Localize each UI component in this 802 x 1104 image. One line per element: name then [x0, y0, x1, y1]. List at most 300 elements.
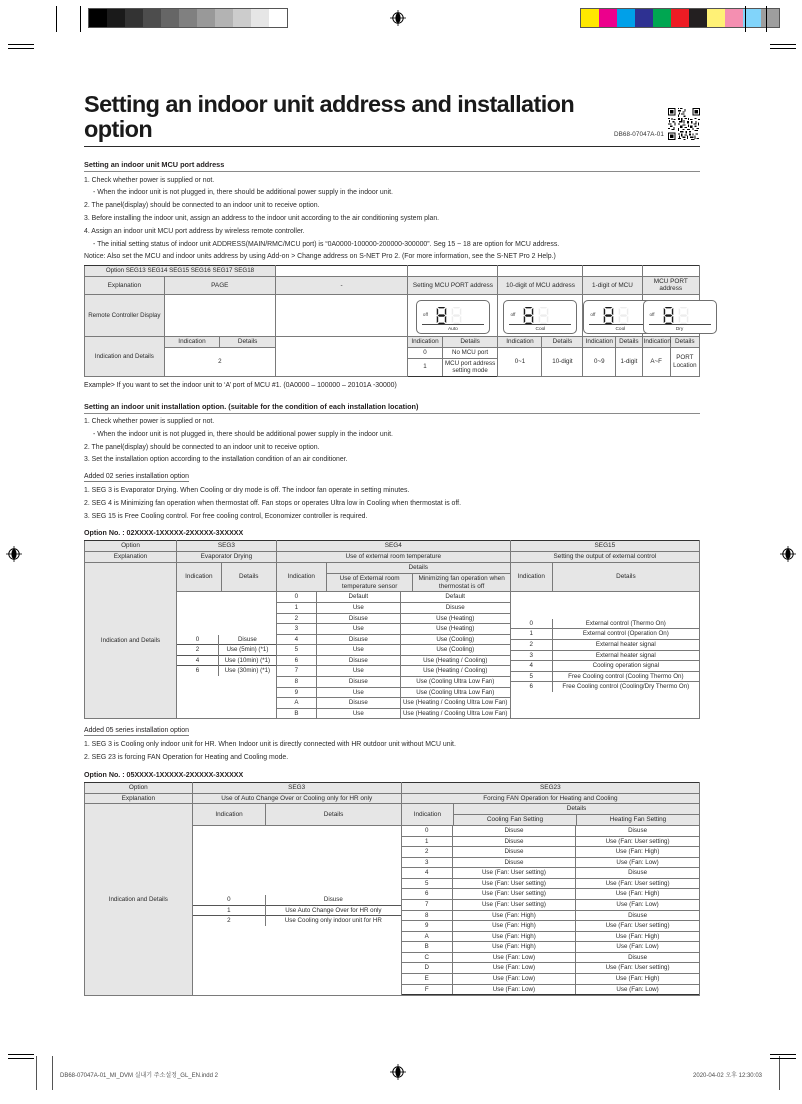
table3-seg23-heating: Use (Fan: High): [576, 889, 699, 900]
table2-details-group-row: [85, 563, 700, 574]
table3-seg3-indication: 2: [193, 916, 266, 926]
table2-seg15-row: [511, 671, 699, 682]
table1-exp-1digit: 1-digit of MCU: [583, 276, 642, 295]
table1-sub-ind-2: Indication: [408, 337, 442, 347]
table2-seg4-indication: 6: [277, 655, 317, 666]
table1-option-row: [85, 266, 700, 277]
table2-seg4-row: [277, 666, 510, 677]
table2-seg15-indication: 2: [511, 640, 552, 651]
table3-seg23-row: [402, 857, 699, 868]
table2-seg4-fan: Use (Cooling): [400, 634, 509, 645]
section1-line: 1. Check whether power is supplied or not.: [84, 176, 215, 184]
table2-seg4-sensor: Use: [316, 624, 400, 635]
table3-seg23-heating: Disuse: [576, 952, 699, 963]
seven-segment-digits: [662, 306, 690, 325]
table1-sub-ind-5: Indication: [642, 337, 670, 348]
table2-seg15-indication: 3: [511, 650, 552, 661]
table1-rowhead-explanation: Explanation: [85, 276, 165, 295]
section3-added-line: 2. SEG 23 is forcing FAN Operation for Heating and Cooling mode.: [84, 754, 289, 762]
table1-dash-cell: [275, 337, 407, 377]
table2-seg4-sensor: Use: [316, 603, 400, 614]
table2-body-row: [85, 592, 700, 719]
table3-seg23-indication: 0: [425, 827, 429, 835]
table3-seg23-heating: Use (Fan: Low): [576, 900, 699, 911]
table3-seg23-indication: 1: [402, 836, 453, 847]
table3-seg23-heating: Use (Fan: User setting): [576, 921, 699, 932]
table2-seg15-exp: Setting the output of external control: [510, 552, 699, 563]
table3-seg23-cooling: Use (Fan: High): [452, 942, 575, 953]
section2-added-line: 2. SEG 4 is Minimizing fan operation when thermostat off. Fan stops or operates Ultra low in Cooling when thermostat is off.: [84, 499, 461, 507]
table2-label-explanation: Explanation: [85, 552, 177, 563]
table1-option-blank1: [275, 266, 407, 277]
table3-seg23-heating: Use (Fan: High): [576, 847, 699, 858]
table2-seg4-indication: 5: [277, 645, 317, 656]
table2-seg15-details: External heater signal: [552, 650, 699, 661]
table3-seg23-row: [402, 868, 699, 879]
table2-seg4-indication: 8: [277, 676, 317, 687]
table2-seg4-indication: 7: [277, 666, 317, 677]
table3-seg23-heating: Disuse: [576, 910, 699, 921]
table3-seg3-details: Use Cooling only indoor unit for HR: [265, 916, 400, 926]
table2-seg4-sensor: Disuse: [316, 655, 400, 666]
mode-label: Dry: [675, 327, 684, 333]
series02-option-table: [84, 540, 700, 719]
section2-heading: Setting an indoor unit installation option. (suitable for the condition of each installation location): [84, 402, 700, 414]
table3-seg23-indication: 8: [402, 910, 453, 921]
table3-seg23-indication: B: [402, 942, 453, 953]
off-indicator-label: off: [510, 312, 516, 318]
table2-seg3-body: [176, 592, 276, 719]
table3-seg23-indication: D: [402, 963, 453, 974]
table3-seg23-row: [402, 984, 699, 995]
table1-display-1digit: [583, 295, 642, 337]
table3-seg3-details: Use Auto Change Over for HR only: [265, 905, 400, 916]
table3-explanation-row: [85, 793, 700, 804]
table2-seg15-ind-head: Indication: [510, 563, 552, 592]
section1-heading: Setting an indoor unit MCU port address: [84, 160, 700, 172]
off-indicator-label: off: [649, 312, 655, 318]
seven-segment-digits: [435, 306, 463, 325]
section2-added-line: 3. SEG 15 is Free Cooling control. For free cooling control, Economizer controller is required.: [84, 512, 368, 520]
table3-seg23-indication: 5: [402, 878, 453, 889]
table2-option-row: [85, 541, 700, 552]
section2-added-body: [84, 487, 700, 521]
table2-seg4-fan: Use (Heating): [400, 624, 509, 635]
series05-option-table: [84, 782, 700, 996]
table1-port-det: PORT Location: [670, 348, 699, 377]
table3-seg23-heating: Use (Fan: User setting): [576, 836, 699, 847]
table3-seg23-indication: E: [402, 973, 453, 984]
table1-tens-ind: 0~1: [498, 348, 542, 377]
table3-seg23-row: [402, 973, 699, 984]
table2-seg4-indication: A: [277, 698, 317, 709]
table2-seg4-details-group: Details: [326, 563, 510, 574]
table1-option-blank3: [498, 266, 583, 277]
table3-seg3-details: Disuse: [265, 895, 400, 905]
table3-seg23-indication: 4: [402, 868, 453, 879]
table3-seg23-heating: Disuse: [576, 826, 699, 836]
table2-seg3-indication: 2: [177, 645, 219, 656]
table3-seg23-cooling: Use (Fan: Low): [452, 963, 575, 974]
table3-seg3-head: SEG3: [192, 782, 401, 793]
table1-option-blank5: [642, 266, 699, 277]
table1-sub-det-1: Details: [220, 337, 276, 348]
table1-display-page: [164, 295, 275, 337]
table3-rowhead-indication: Indication and Details: [85, 804, 193, 996]
off-indicator-label: off: [590, 312, 596, 318]
registration-target-icon-bottom: [390, 1064, 406, 1080]
table1-explanation-row: [85, 276, 700, 295]
table1-mcu-row-0: [408, 348, 498, 359]
crop-tick-bottom-right-2: [770, 1054, 796, 1055]
table2-seg15-indication: 1: [511, 629, 552, 640]
section1-body: [84, 177, 700, 263]
table2-seg4-row: [277, 676, 510, 687]
table1-mcu-det-0: No MCU port: [452, 349, 489, 357]
table1-port-ind: A~F: [642, 348, 670, 377]
table2-seg15-indication: 6: [511, 682, 552, 692]
table2-seg15-body: [510, 592, 699, 719]
table2-seg3-head: SEG3: [176, 541, 276, 552]
table1-exp-port: MCU PORT address: [642, 276, 699, 295]
section2-line: - When the indoor unit is not plugged in, there should be additional power supply in the indoor unit.: [93, 430, 393, 438]
mode-label: Cool: [535, 327, 546, 333]
table2-seg15-row: [511, 682, 699, 692]
table3-label-explanation: Explanation: [85, 793, 193, 804]
table3-seg23-cooling: Use (Fan: Low): [452, 973, 575, 984]
table1-sub-det-3: Details: [542, 337, 583, 348]
table3-seg23-indication: A: [402, 931, 453, 942]
table3-seg23-heating: Use (Fan: User setting): [576, 878, 699, 889]
table1-display-10digit: [498, 295, 583, 337]
table2-seg4-fan: Use (Heating / Cooling): [400, 655, 509, 666]
table3-seg23-cooling: Use (Fan: User setting): [452, 878, 575, 889]
example-line: Example> If you want to set the indoor unit to ‘A’ port of MCU #1. (0A0000 – 100000 – 20101A -30000): [84, 381, 397, 389]
table2-seg4-sensor: Disuse: [316, 676, 400, 687]
table2-seg4-sub2: Minimizing fan operation when thermostat is off: [413, 573, 510, 592]
table1-mcu-ind-0: 0: [408, 348, 442, 358]
table3-seg23-row: [402, 900, 699, 911]
table1-page-value: 2: [164, 348, 275, 377]
document-number: DB68-07047A-01: [613, 131, 664, 139]
table2-seg4-indication: 1: [277, 603, 317, 614]
table3-label-option: Option: [85, 782, 193, 793]
table3-seg23-row: [402, 942, 699, 953]
table1-exp-page: PAGE: [164, 276, 275, 295]
table3-seg23-cooling: Use (Fan: User setting): [452, 868, 575, 879]
table2-seg4-row: [277, 645, 510, 656]
table2-seg3-indication: 6: [177, 666, 219, 676]
table1-display-port: [642, 295, 699, 337]
table3-seg3-indication: 0: [227, 896, 231, 904]
page-content: [84, 92, 700, 996]
table2-seg4-head: SEG4: [276, 541, 510, 552]
table3-seg23-cooling: Disuse: [452, 826, 575, 836]
table2-seg4-fan: Disuse: [400, 603, 509, 614]
table3-seg23-cooling: Use (Fan: High): [452, 910, 575, 921]
table1-sub-det-4: Details: [616, 337, 642, 348]
table1-tens-det: 10-digit: [542, 348, 583, 377]
table3-seg23-indication: 7: [402, 900, 453, 911]
qr-code-icon: [668, 108, 700, 140]
table3-seg23-row: [402, 826, 699, 836]
table2-seg4-row: [277, 613, 510, 624]
table3-seg23-row: [402, 889, 699, 900]
table1-exp-10digit: 10-digit of MCU address: [498, 276, 583, 295]
table1-sub-det-2: Details: [442, 337, 497, 347]
table3-seg23-row: [402, 910, 699, 921]
title-divider: [84, 146, 700, 147]
table2-seg3-det-head: Details: [221, 563, 276, 592]
table3-seg23-heating: Disuse: [576, 868, 699, 879]
seven-segment-digits: [522, 306, 550, 325]
page-footer: [0, 1048, 802, 1104]
table2-seg4-sensor: Use: [316, 645, 400, 656]
table2-seg4-indication: 0: [294, 593, 299, 601]
table2-seg4-row: [277, 624, 510, 635]
table2-seg3-details: Disuse: [219, 635, 276, 645]
table2-seg3-details: Use (10min) (*1): [219, 655, 276, 666]
table2-seg15-details: External heater signal: [552, 640, 699, 651]
display-underline: [509, 324, 571, 325]
table2-seg3-exp: Evaporator Drying: [176, 552, 276, 563]
crop-tick-bottom-left: [8, 1058, 34, 1059]
table1-rowhead-display-label: Remote Controller Display: [88, 311, 161, 319]
table3-seg3-ind-head: Indication: [192, 804, 266, 826]
display-underline: [649, 324, 711, 325]
table2-seg4-exp: Use of external room temperature: [276, 552, 510, 563]
table2-seg4-fan: Use (Cooling Ultra Low Fan): [400, 687, 509, 698]
table3-seg23-cooling: Use (Fan: Low): [452, 952, 575, 963]
table3-details-group-row: [85, 804, 700, 815]
section3-option-no: Option No. : 05XXXX-1XXXXX-2XXXXX-3XXXXX: [84, 770, 244, 779]
section1-line: 4. Assign an indoor unit MCU port address by wireless remote controller.: [84, 227, 305, 235]
table2-seg4-sensor: Use: [316, 687, 400, 698]
table3-seg23-cooling: Use (Fan: High): [452, 931, 575, 942]
table1-option-label: Option SEG13 SEG14 SEG15 SEG16 SEG17 SEG18: [85, 266, 276, 277]
table2-seg15-details: Free Cooling control (Cooling Thermo On): [552, 671, 699, 682]
table3-seg3-exp: Use of Auto Change Over or Cooling only for HR only: [192, 793, 401, 804]
table1-sub-ind-4: Indication: [583, 337, 616, 348]
table3-seg23-indication: F: [402, 984, 453, 995]
table3-seg23-indication: 3: [402, 857, 453, 868]
table3-seg3-body: [192, 826, 401, 996]
table3-seg23-indication: C: [402, 952, 453, 963]
section2-added-heading: Added 02 series installation option: [84, 472, 189, 480]
table3-seg23-cooling: Use (Fan: Low): [452, 984, 575, 995]
mcu-port-address-table: [84, 265, 700, 377]
table1-display-row: [85, 295, 700, 337]
section1-line: - The initial setting status of indoor unit ADDRESS(MAIN/RMC/MCU port) is “0A0000-100000-200000-300000”. Seg 15 ~ 18 are option for MCU address.: [93, 240, 560, 248]
table3-seg23-cooling: Disuse: [452, 857, 575, 868]
table2-seg4-fan: Use (Heating): [400, 613, 509, 624]
section2-body: [84, 418, 700, 465]
table2-seg4-row: [277, 592, 510, 602]
remote-controller-display: [416, 300, 490, 334]
table1-mcu-det-1: MCU port address setting mode: [444, 359, 496, 375]
table2-seg4-indication: 9: [277, 687, 317, 698]
table1-rowhead-indication: Indication and Details: [85, 337, 165, 377]
table2-seg15-det-head: Details: [552, 563, 699, 592]
document-header: [84, 92, 700, 141]
footer-filename: DB68-07047A-01_MI_DVM 실내기 주소설정_GL_EN.indd 2: [60, 1073, 218, 1079]
table3-seg23-row: [402, 836, 699, 847]
table2-seg4-fan: Use (Heating / Cooling): [400, 666, 509, 677]
table2-seg15-indication: 5: [511, 671, 552, 682]
table2-seg4-fan: Default: [400, 592, 509, 602]
table3-seg23-row: [402, 952, 699, 963]
section3-added-line: 1. SEG 3 is Cooling only indoor unit for HR. When Indoor unit is directly connected with HR outdoor unit without MCU unit.: [84, 741, 456, 749]
table2-seg4-fan: Use (Heating / Cooling Ultra Low Fan): [400, 708, 509, 718]
table3-seg23-row: [402, 921, 699, 932]
table1-subhead-row: [85, 337, 700, 348]
table3-seg23-row: [402, 847, 699, 858]
off-indicator-label: off: [422, 312, 428, 318]
table3-seg23-sub1: Cooling Fan Setting: [453, 815, 576, 826]
section2-line: 3. Set the installation option according to the installation condition of an air conditioner.: [84, 456, 348, 464]
table2-seg3-details: Use (30min) (*1): [219, 666, 276, 676]
table2-seg4-row: [277, 603, 510, 614]
table2-seg3-indication: 0: [195, 635, 200, 643]
table3-seg3-det-head: Details: [266, 804, 401, 826]
crop-tick-bottom-right: [770, 1058, 796, 1059]
section2-line: 2. The panel(display) should be connected to an indoor unit to receive option.: [84, 443, 320, 451]
table3-seg23-row: [402, 878, 699, 889]
table1-rowhead-display: [85, 295, 165, 337]
table2-seg4-sensor: Disuse: [316, 613, 400, 624]
table1-exp-setting-mcu: Setting MCU PORT address: [408, 276, 498, 295]
table2-seg4-body: [276, 592, 510, 719]
table1-ones-det: 1-digit: [616, 348, 642, 377]
table2-seg4-row: [277, 698, 510, 709]
table2-seg4-sensor: Disuse: [316, 634, 400, 645]
table3-seg23-cooling: Disuse: [452, 847, 575, 858]
table2-seg4-sensor: Use: [316, 666, 400, 677]
table2-seg15-indication: 4: [511, 661, 552, 672]
table1-sub-group-mcu: [408, 337, 498, 348]
remote-controller-display: [643, 300, 717, 334]
table2-seg4-sensor: Disuse: [316, 698, 400, 709]
table1-sub-ind-1: Indication: [164, 337, 220, 348]
remote-controller-display: [503, 300, 577, 334]
table2-seg4-row: [277, 655, 510, 666]
footer-rule-left-2: [52, 1056, 53, 1090]
table2-seg4-sensor: Use: [316, 708, 400, 718]
table3-seg23-row: [402, 963, 699, 974]
table3-seg23-cooling: Disuse: [452, 836, 575, 847]
table1-mcu-ind-1: 1: [408, 359, 442, 376]
table2-seg4-row: [277, 708, 510, 718]
table3-seg23-row: [402, 931, 699, 942]
table3-seg23-sub2: Heating Fan Setting: [576, 815, 699, 826]
table3-seg23-exp: Forcing FAN Operation for Heating and Cooling: [401, 793, 699, 804]
table2-seg4-row: [277, 687, 510, 698]
table1-ones-ind: 0~9: [583, 348, 616, 377]
table2-seg3-indication: 4: [177, 655, 219, 666]
table3-seg23-indication: 9: [402, 921, 453, 932]
table3-seg23-cooling: Use (Fan: High): [452, 921, 575, 932]
table2-seg3-details: Use (5min) (*1): [219, 645, 276, 656]
table1-option-blank4: [583, 266, 642, 277]
table1-option-blank2: [408, 266, 498, 277]
table3-seg23-heating: Use (Fan: Low): [576, 857, 699, 868]
table3-seg23-details-group: Details: [453, 804, 699, 815]
table3-seg23-heating: Use (Fan: Low): [576, 984, 699, 995]
mode-label: Auto: [447, 327, 458, 333]
table2-seg4-indication: 2: [277, 613, 317, 624]
page-title: Setting an indoor unit address and installation option: [84, 91, 575, 142]
table2-seg3-ind-head: Indication: [176, 563, 221, 592]
table2-seg4-sensor: Default: [316, 592, 400, 602]
table2-seg4-ind-head: Indication: [276, 563, 326, 592]
display-underline: [422, 324, 484, 325]
table2-seg4-row: [277, 634, 510, 645]
table1-display-dash: [275, 295, 407, 337]
table2-seg15-head: SEG15: [510, 541, 699, 552]
crop-tick-bottom-left-2: [8, 1054, 34, 1055]
footer-rule-left: [36, 1056, 37, 1090]
table2-seg15-details: Free Cooling control (Cooling/Dry Thermo On): [552, 682, 699, 692]
table3-option-row: [85, 782, 700, 793]
table2-label-option: Option: [85, 541, 177, 552]
seven-segment-digits: [602, 306, 630, 325]
footer-timestamp: 2020-04-02 오후 12:30:03: [693, 1073, 762, 1079]
table3-seg3-indication: 1: [193, 905, 266, 916]
table2-seg4-fan: Use (Heating / Cooling Ultra Low Fan): [400, 698, 509, 709]
table2-seg4-indication: B: [277, 708, 317, 718]
section1-line: - When the indoor unit is not plugged in, there should be additional power supply in the indoor unit.: [93, 189, 393, 197]
table3-seg23-indication: 2: [402, 847, 453, 858]
table3-seg23-heating: Use (Fan: Low): [576, 942, 699, 953]
table2-seg4-indication: 4: [277, 634, 317, 645]
table2-explanation-row: [85, 552, 700, 563]
table3-seg23-ind-head: Indication: [401, 804, 453, 826]
section2-option-no: Option No. : 02XXXX-1XXXXX-2XXXXX-3XXXXX: [84, 529, 244, 538]
table3-seg23-heating: Use (Fan: High): [576, 973, 699, 984]
table3-seg23-cooling: Use (Fan: User setting): [452, 900, 575, 911]
section2-added-line: 1. SEG 3 is Evaporator Drying. When Cooling or dry mode is off. The indoor fan operate in setting minutes.: [84, 487, 410, 495]
table1-sub-ind-3: Indication: [498, 337, 542, 348]
table1-mcu-row-1: [408, 358, 498, 376]
header-right: [614, 108, 700, 141]
table1-display-setting-mcu: [408, 295, 498, 337]
table3-seg23-heating: Use (Fan: User setting): [576, 963, 699, 974]
section1-line: 3. Before installing the indoor unit, assign an address to the indoor unit according to the air conditioning system plan.: [84, 214, 440, 222]
table2-seg4-sub1: Use of External room temperature sensor: [326, 573, 413, 592]
table2-seg15-indication: 0: [529, 619, 533, 627]
section3-added-body: [84, 741, 700, 762]
table2-seg4-indication: 3: [277, 624, 317, 635]
table2-seg15-details: Cooling operation signal: [552, 661, 699, 672]
footer-rule-right: [779, 1056, 780, 1090]
table2-seg4-fan: Use (Cooling Ultra Low Fan): [400, 676, 509, 687]
table2-seg15-details: External control (Thermo On): [552, 619, 699, 629]
table1-exp-dash: -: [275, 276, 407, 295]
mode-label: Cool: [615, 327, 626, 333]
table2-seg15-details: External control (Operation On): [552, 629, 699, 640]
table1-sub-det-5: Details: [670, 337, 699, 348]
section1-line: 2. The panel(display) should be connected to an indoor unit to receive option.: [84, 202, 320, 210]
table3-seg23-body: [401, 826, 699, 996]
table2-seg4-fan: Use (Cooling): [400, 645, 509, 656]
table3-seg23-head: SEG23: [401, 782, 699, 793]
section1-line: Notice: Also set the MCU and indoor units address by using Add-on > Change address on S-NET Pro 2. (For more information, see the S-NET Pro 2 Help.): [84, 253, 556, 261]
table3-seg23-cooling: Use (Fan: User setting): [452, 889, 575, 900]
table3-seg23-indication: 6: [402, 889, 453, 900]
table3-seg23-heating: Use (Fan: High): [576, 931, 699, 942]
section3-added-heading: Added 05 series installation option: [84, 727, 189, 735]
section2-line: 1. Check whether power is supplied or not.: [84, 417, 215, 425]
